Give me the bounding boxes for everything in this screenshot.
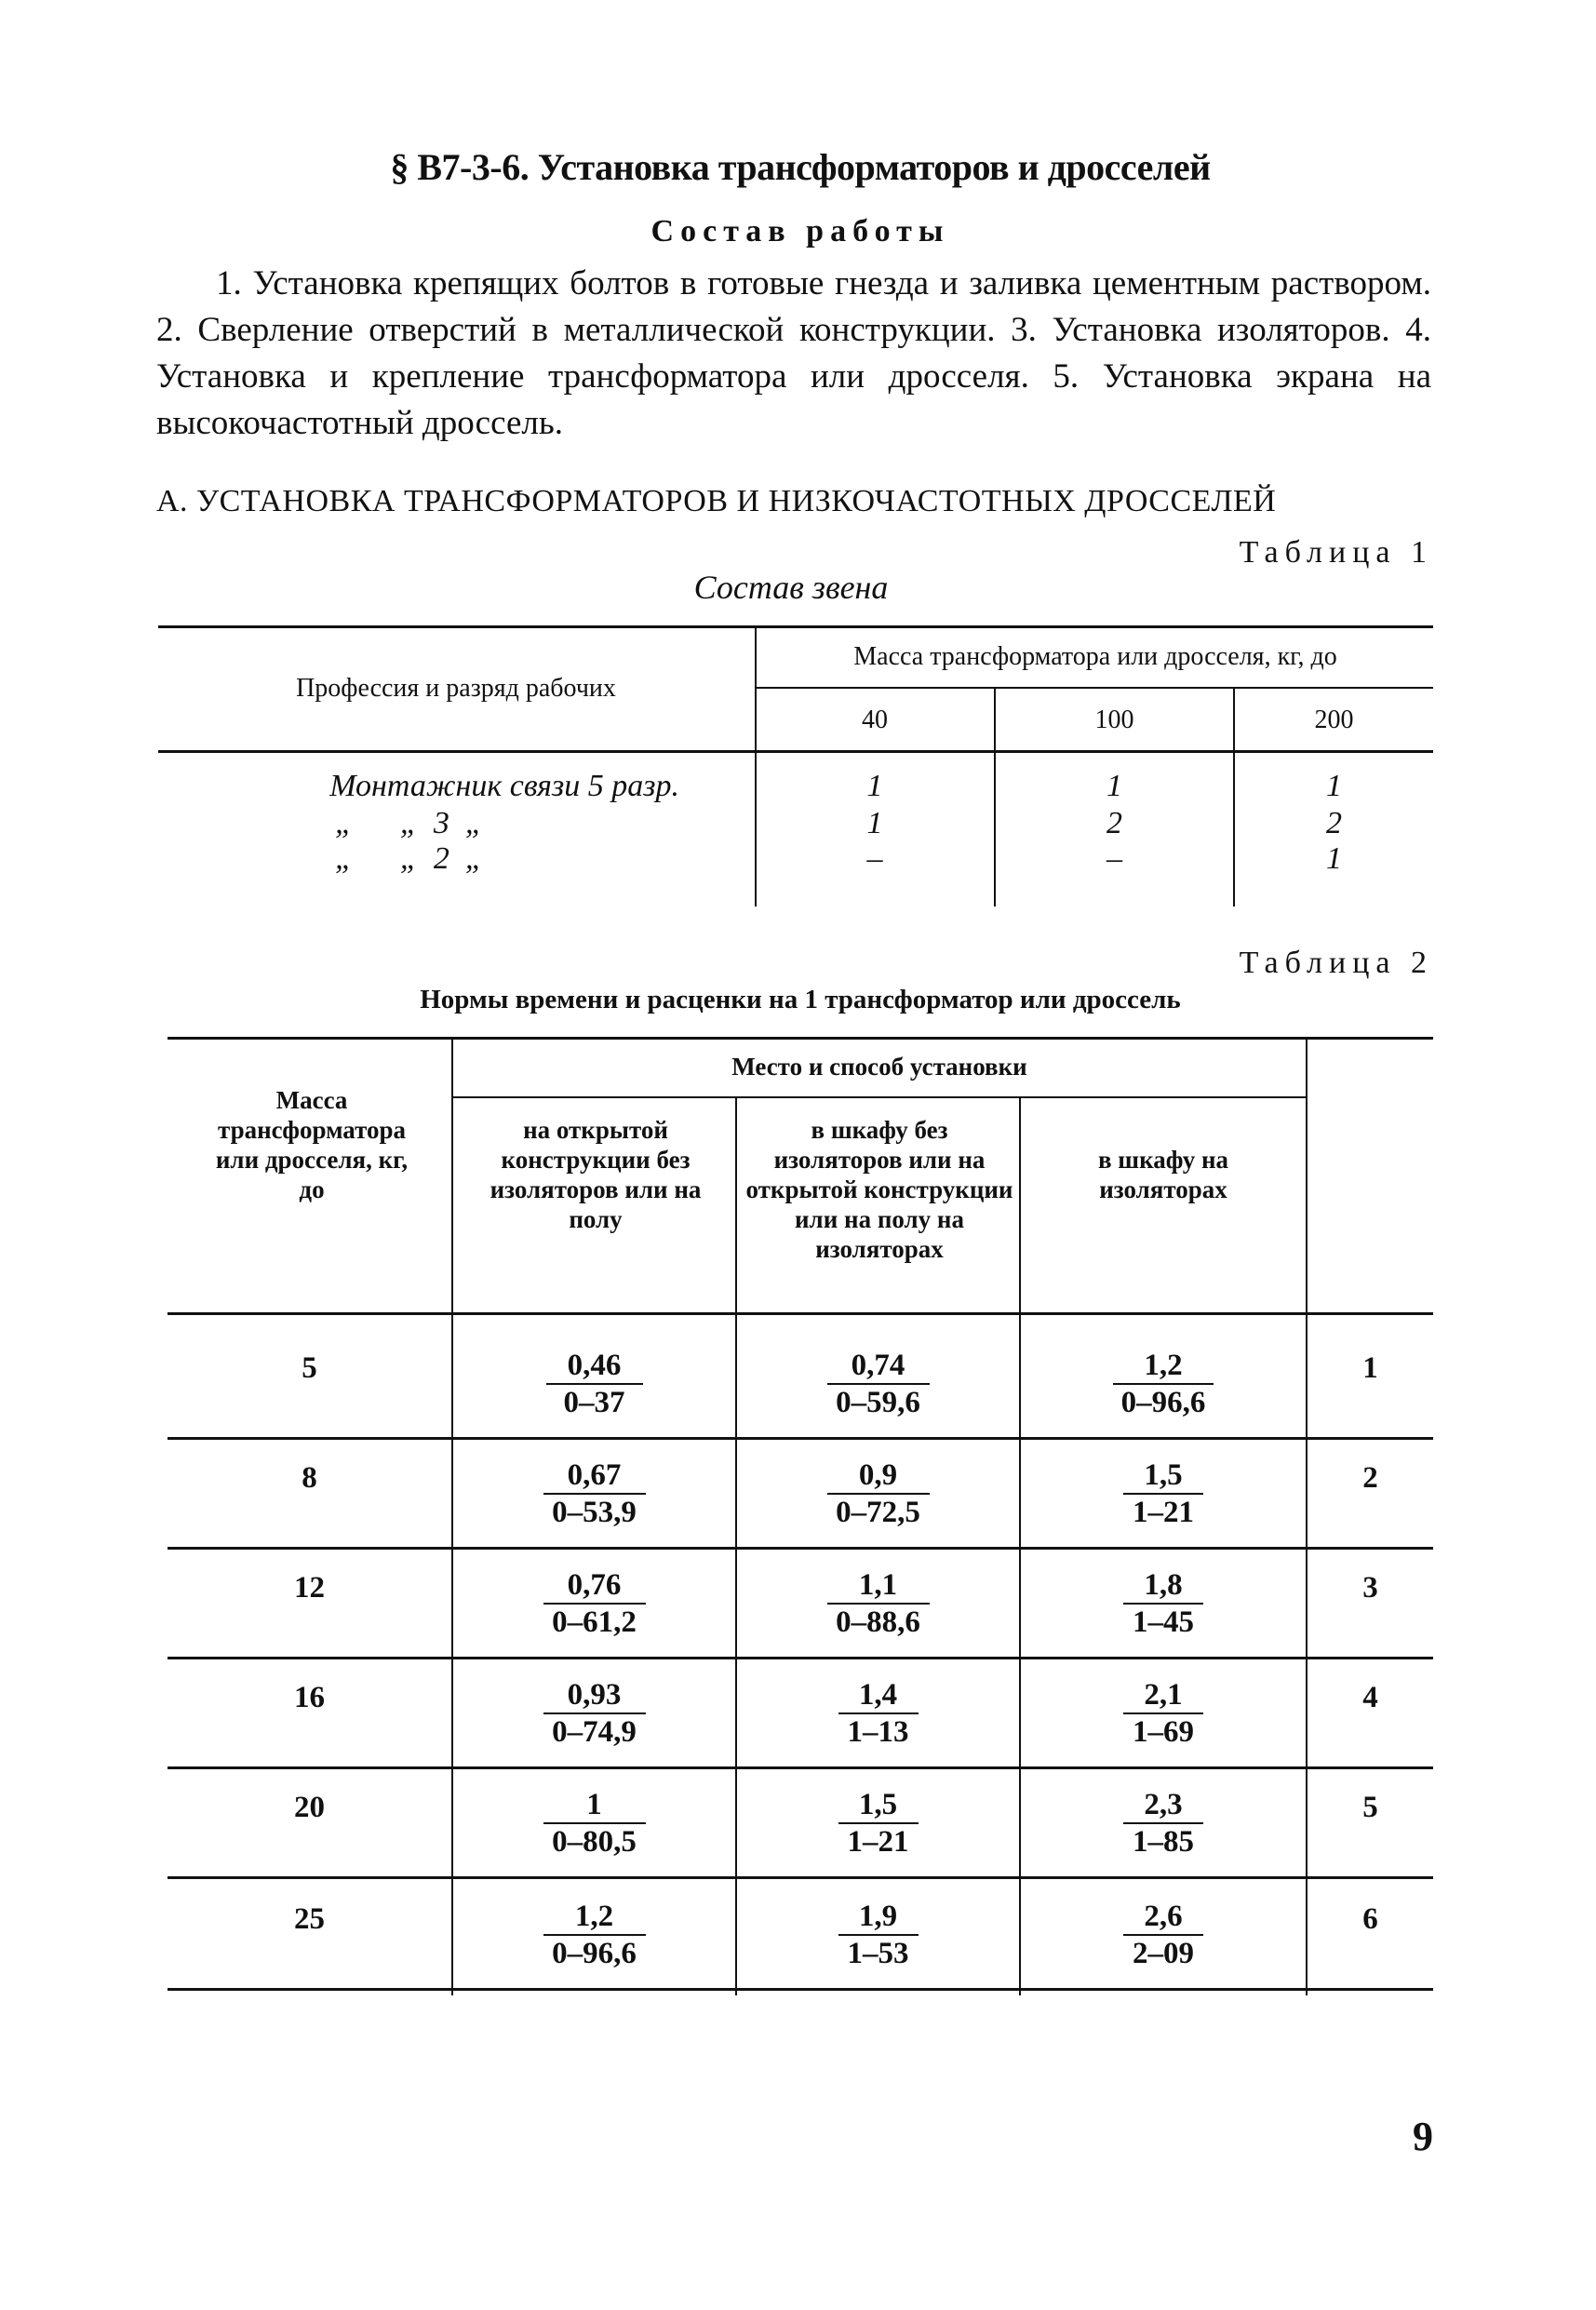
table2-mass: 25 [294, 1902, 325, 1936]
table2-row-number: 6 [1362, 1902, 1378, 1936]
table1-caption: Состав звена [693, 569, 889, 606]
table2-fraction: 1,4 1–13 [737, 1677, 1019, 1750]
table2-label: Таблица 2 [1239, 946, 1433, 980]
table2-fraction: 1,2 0–96,6 [1021, 1348, 1306, 1420]
table2-fraction: 0,67 0–53,9 [453, 1457, 735, 1530]
table2-row-number: 5 [1362, 1791, 1378, 1824]
table1-mass-40: 40 [862, 705, 888, 734]
table2-mass: 5 [302, 1351, 317, 1385]
table2-header-mass: Масса трансформатора или дросселя, кг, до [215, 1086, 409, 1203]
work-composition-text: 1. Установка крепящих болтов в готовые гнезда и заливка цементным раствором. 2. Сверление отверстий в металлической конструкции. 3. Установка изоляторов. 4. Установка и крепление трансформатора или дросселя. 5. Установка экрана на высокочастотный дроссель. [156, 264, 1431, 442]
table2-fraction: 2,6 2–09 [1021, 1899, 1306, 1971]
table1-cell: 1 [866, 806, 883, 840]
table1-mass-200: 200 [1314, 705, 1354, 734]
table1-mass-100: 100 [1094, 705, 1134, 734]
table2-mass: 8 [302, 1461, 317, 1495]
table2-row-number: 2 [1362, 1461, 1378, 1495]
table2-mass: 20 [294, 1791, 325, 1824]
table2-fraction: 0,46 0–37 [453, 1348, 735, 1420]
table1-row-profession: „ „ 2 „ [335, 841, 483, 876]
table2-subheader-open: на открытой конструкции без изоляторов или на полу [490, 1116, 702, 1233]
table1-cell: 1 [1106, 769, 1122, 803]
table2-fraction: 2,1 1–69 [1021, 1677, 1306, 1750]
table2-header-place: Место и способ установки [731, 1053, 1027, 1081]
table2-subheader-cabinet-no-insulators: в шкафу без изоляторов или на открытой конструкции или на полу на изоляторах [745, 1116, 1013, 1263]
table2-fraction: 1,9 1–53 [737, 1899, 1019, 1971]
table1-row-profession: „ „ 3 „ [335, 806, 483, 840]
table2-fraction: 1 0–80,5 [453, 1787, 735, 1860]
work-composition-heading: Состав работы [650, 214, 950, 248]
table2-caption: Нормы времени и расценки на 1 трансформатор или дроссель [420, 985, 1181, 1014]
table2-fraction: 0,76 0–61,2 [453, 1567, 735, 1640]
table2-fraction: 1,2 0–96,6 [453, 1899, 735, 1971]
table2-fraction: 1,1 0–88,6 [737, 1567, 1019, 1640]
table2-row-number: 3 [1362, 1571, 1378, 1605]
table1-cell: 1 [1326, 769, 1342, 803]
page-number: 9 [1413, 2114, 1433, 2159]
table1-cell: 1 [1326, 841, 1342, 876]
table2-mass: 16 [294, 1681, 325, 1714]
table2-fraction: 0,74 0–59,6 [737, 1348, 1019, 1420]
table1-cell: 2 [1326, 806, 1342, 840]
table1-cell: 2 [1106, 806, 1122, 840]
table2-mass: 12 [294, 1571, 325, 1605]
table2-row-number: 4 [1362, 1681, 1378, 1714]
table1-cell: – [1106, 841, 1122, 876]
table2-row-number: 1 [1362, 1351, 1378, 1385]
part-a-heading: А. УСТАНОВКА ТРАНСФОРМАТОРОВ И НИЗКОЧАСТОТНЫХ ДРОССЕЛЕЙ [156, 484, 1277, 518]
table2-subheader-cabinet-insulators: в шкафу на изоляторах [1097, 1146, 1229, 1203]
table1-header-profession: Профессия и разряд рабочих [296, 674, 616, 703]
section-title: § В7-3-6. Установка трансформаторов и дросселей [390, 146, 1211, 188]
table2-fraction: 2,3 1–85 [1021, 1787, 1306, 1860]
table1-cell: – [866, 841, 883, 876]
table2-fraction: 1,8 1–45 [1021, 1567, 1306, 1640]
table1-row-profession: Монтажник связи 5 разр. [329, 769, 679, 803]
table1-header-mass: Масса трансформатора или дросселя, кг, до [853, 642, 1337, 671]
table1-cell: 1 [866, 769, 883, 803]
table2-fraction: 1,5 1–21 [1021, 1457, 1306, 1530]
table2-fraction: 1,5 1–21 [737, 1787, 1019, 1860]
table2-fraction: 0,93 0–74,9 [453, 1677, 735, 1750]
table2-fraction: 0,9 0–72,5 [737, 1457, 1019, 1530]
table1-label: Таблица 1 [1239, 535, 1433, 570]
